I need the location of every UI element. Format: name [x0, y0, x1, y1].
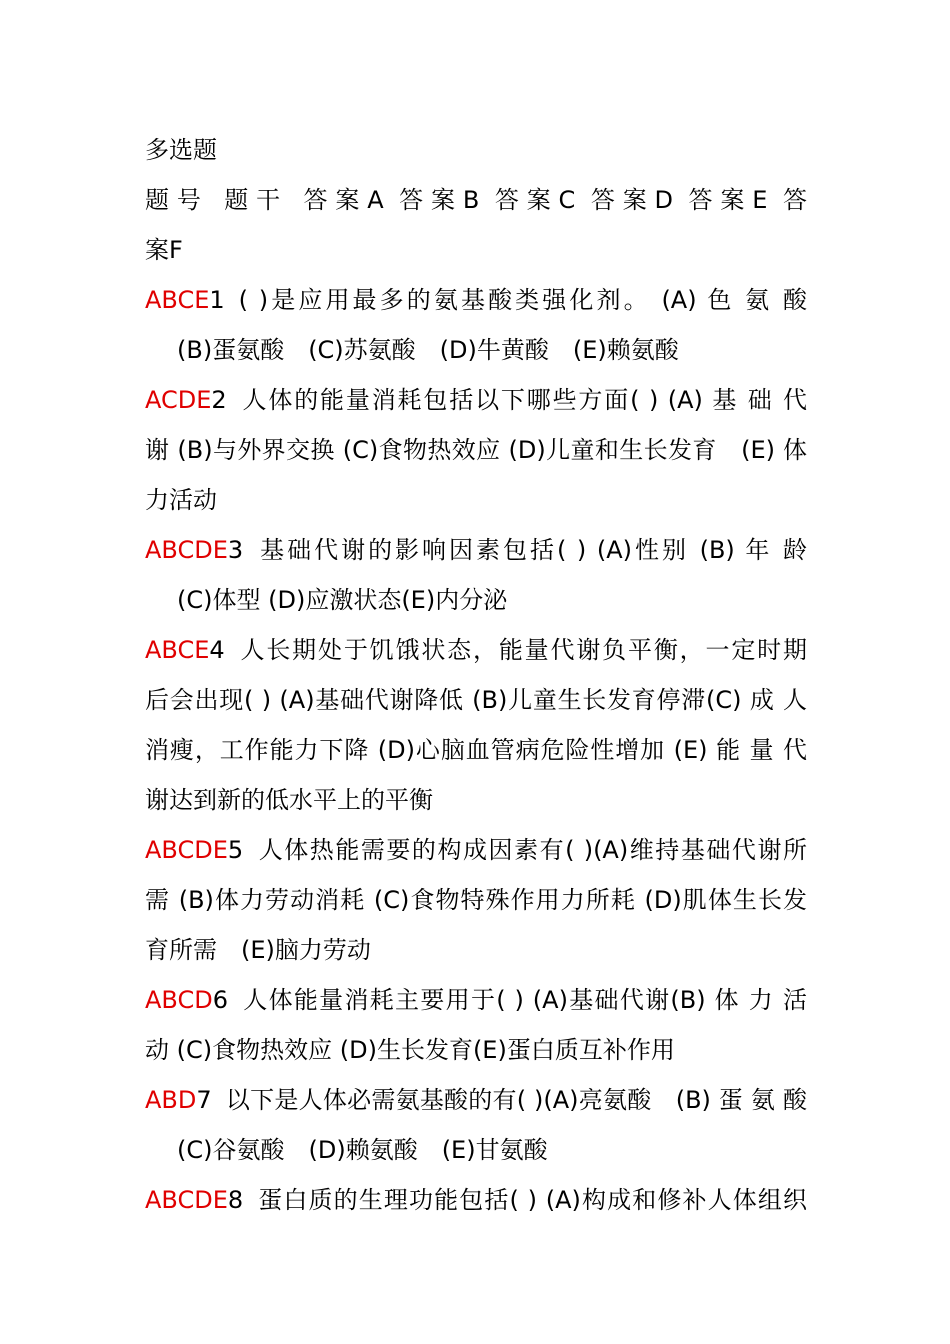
header-answer-b: 答案B [399, 186, 480, 214]
question-4-line-2: 后会出现( ) (A)基础代谢降低 (B)儿童生长发育停滞(C) 成 人 [145, 686, 807, 714]
question-4-line-4: 谢达到新的低水平上的平衡 [145, 786, 433, 814]
question-8-line-1 [145, 1175, 807, 1225]
question-3-number: 3 [227, 536, 244, 564]
question-1-number: 1 [209, 286, 225, 314]
question-3-answer: ABCDE [145, 536, 228, 564]
document-page [145, 125, 807, 1225]
question-8-text: 蛋白质的生理功能包括( ) (A)构成和修补人体组织 [257, 1186, 807, 1214]
question-3-line-2: (C)体型 (D)应激状态(E)内分泌 [177, 586, 508, 614]
question-6-text: 人体能量消耗主要用于( ) (A)基础代谢(B) 体 力 活 [241, 986, 807, 1014]
question-5-answer: ABCDE [145, 836, 228, 864]
question-1-line-2: (B)蛋氨酸 (C)苏氨酸 (D)牛黄酸 (E)赖氨酸 [177, 336, 679, 364]
question-2-line-2: 谢 (B)与外界交换 (C)食物热效应 (D)儿童和生长发育 (E) 体 [145, 436, 807, 464]
question-7-answer: ABD [145, 1086, 197, 1114]
question-5-number: 5 [227, 836, 244, 864]
header-answer-c: 答案C [494, 186, 576, 214]
question-4-answer: ABCE [145, 636, 210, 664]
question-2-number: 2 [211, 386, 227, 414]
question-5-line-2: 需 (B)体力劳动消耗 (C)食物特殊作用力所耗 (D)肌体生长发 [145, 886, 807, 914]
header-answer-d: 答案D [590, 186, 674, 214]
question-7-text: 以下是人体必需氨基酸的有( )(A)亮氨酸 (B) 蛋 氨 酸 [225, 1086, 807, 1114]
section-title: 多选题 [145, 136, 217, 164]
header-answer-f-part1: 答 [782, 186, 807, 214]
question-4-line-1 [145, 625, 807, 675]
question-4-text: 人长期处于饥饿状态，能量代谢负平衡，一定时期 [238, 636, 807, 664]
question-6-number: 6 [212, 986, 228, 1014]
question-8-answer: ABCDE [145, 1186, 228, 1214]
question-6-line-2: 动 (C)食物热效应 (D)生长发育(E)蛋白质互补作用 [145, 1036, 675, 1064]
header-question-stem: 题干 [224, 186, 288, 214]
question-2-line-1 [145, 375, 807, 425]
question-1-text: ( )是应用最多的氨基酸类强化剂。 (A) 色 氨 酸 [238, 286, 807, 314]
question-3-text: 基础代谢的影响因素包括( ) (A)性别 (B) 年 龄 [257, 536, 807, 564]
question-7-number: 7 [196, 1086, 212, 1114]
question-4-number: 4 [209, 636, 225, 664]
question-6-answer: ABCD [145, 986, 213, 1014]
question-1-answer: ABCE [145, 286, 210, 314]
question-2-answer: ACDE [145, 386, 212, 414]
table-header-row [145, 175, 807, 225]
question-6-line-1 [145, 975, 807, 1025]
question-2-line-3: 力活动 [145, 486, 217, 514]
header-question-number: 题号 [145, 186, 209, 214]
question-1-line-1 [145, 275, 807, 325]
table-header-row-continued [145, 225, 807, 275]
question-2-text: 人体的能量消耗包括以下哪些方面( ) (A) 基 础 代 [240, 386, 807, 414]
header-answer-f-part2: 案F [145, 236, 183, 264]
question-3-line-1 [145, 525, 807, 575]
question-8-number: 8 [227, 1186, 244, 1214]
question-4-line-3: 消瘦，工作能力下降 (D)心脑血管病危险性增加 (E) 能 量 代 [145, 736, 807, 764]
question-7-line-2: (C)谷氨酸 (D)赖氨酸 (E)甘氨酸 [177, 1136, 548, 1164]
header-answer-e: 答案E [688, 186, 768, 214]
question-5-text: 人体热能需要的构成因素有( )(A)维持基础代谢所 [257, 836, 807, 864]
question-7-line-1 [145, 1075, 807, 1125]
question-5-line-1 [145, 825, 807, 875]
header-answer-a: 答案A [303, 186, 384, 214]
question-5-line-3: 育所需 (E)脑力劳动 [145, 936, 371, 964]
